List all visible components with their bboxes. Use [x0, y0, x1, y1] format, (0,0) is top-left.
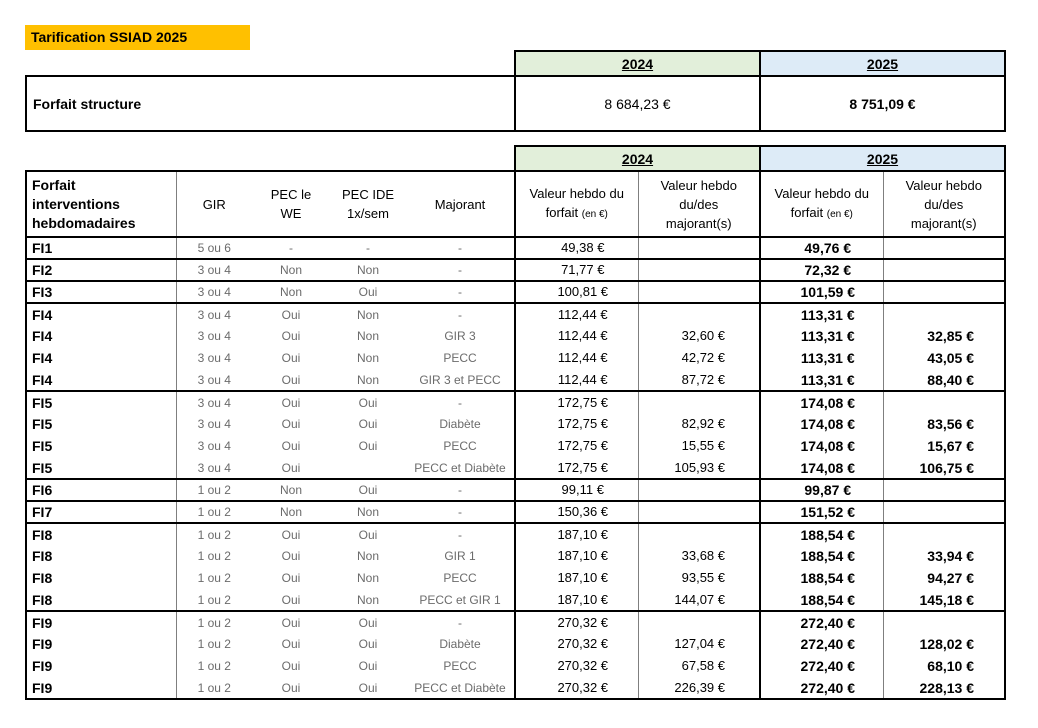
gir-value: 1 ou 2 — [176, 523, 252, 545]
valeur-forfait-2025: 272,40 € — [760, 611, 883, 633]
table-row — [26, 325, 1005, 347]
pec-ide-value: Non — [330, 369, 406, 391]
valeur-majorant-2025 — [883, 281, 1005, 303]
gir-value: 3 ou 4 — [197, 351, 231, 365]
majorant-value: GIR 3 et PECC — [406, 369, 515, 391]
valeur-majorant-2024: 15,55 € — [638, 435, 760, 457]
gir-value: 3 ou 4 — [176, 303, 252, 325]
forfait-structure-2024: 8 684,23 € — [515, 76, 760, 131]
valeur-majorant-2024: 82,92 € — [638, 413, 760, 435]
valeur-majorant-2025: 94,27 € — [883, 567, 1005, 589]
spacer-cell — [26, 51, 515, 76]
valeur-majorant-2025 — [883, 501, 1005, 523]
col-valeur-majorant-2024-header: Valeur hebdo du/des majorant(s) — [638, 171, 760, 237]
majorant-value: PECC et Diabète — [406, 457, 515, 479]
valeur-forfait-2025: 188,54 € — [760, 545, 883, 567]
valeur-forfait-2024: 112,44 € — [515, 325, 638, 347]
pec-we-value: Oui — [252, 677, 330, 699]
gir-value: 1 ou 2 — [176, 611, 252, 633]
table-row — [26, 545, 1005, 567]
pec-we-value: Oui — [252, 589, 330, 611]
forfait-code: FI9 — [26, 655, 176, 677]
valeur-majorant-2024 — [638, 611, 760, 633]
valeur-forfait-2024: 112,44 € — [515, 369, 638, 391]
valeur-forfait-2025: 188,54 € — [760, 523, 883, 545]
gir-value: 3 ou 4 — [176, 259, 252, 281]
pec-ide-value: - — [330, 237, 406, 259]
forfait-code: FI7 — [26, 501, 176, 523]
valeur-forfait-2024: 112,44 € — [515, 347, 638, 369]
table-row — [26, 391, 1005, 413]
valeur-majorant-2025: 68,10 € — [883, 655, 1005, 677]
valeur-majorant-2025 — [883, 391, 1005, 413]
majorant-value: GIR 1 — [406, 545, 515, 567]
valeur-forfait-2025: 113,31 € — [760, 325, 883, 347]
valeur-majorant-2024 — [638, 501, 760, 523]
pec-ide-value: Non — [330, 303, 406, 325]
majorant-value: - — [406, 523, 515, 545]
valeur-majorant-2025 — [883, 479, 1005, 501]
forfait-code: FI5 — [26, 413, 176, 435]
pec-we-value: Oui — [252, 523, 330, 545]
table-row — [26, 479, 1005, 501]
table-row — [26, 237, 1005, 259]
valeur-forfait-2025: 174,08 € — [760, 391, 883, 413]
year-2025-header: 2025 — [760, 51, 1005, 76]
majorant-value: - — [406, 259, 515, 281]
pec-ide-value: Oui — [330, 677, 406, 699]
gir-value: 3 ou 4 — [176, 391, 252, 413]
pec-ide-value: Oui — [330, 523, 406, 545]
pec-ide-value: Oui — [330, 611, 406, 633]
majorant-value: - — [406, 611, 515, 633]
valeur-forfait-2025: 188,54 € — [760, 567, 883, 589]
valeur-majorant-2025: 43,05 € — [883, 347, 1005, 369]
pec-we-value: Oui — [281, 659, 301, 673]
majorant-value: PECC et Diabète — [406, 677, 515, 699]
valeur-forfait-2024: 187,10 € — [515, 523, 638, 545]
table-row — [26, 589, 1005, 611]
valeur-forfait-2024: 172,75 € — [515, 413, 638, 435]
pec-ide-value: Oui — [330, 479, 406, 501]
valeur-forfait-2025: 113,31 € — [760, 303, 883, 325]
valeur-forfait-2024: 187,10 € — [515, 567, 638, 589]
majorant-value: - — [406, 391, 515, 413]
col-valeur-forfait-2025-header: Valeur hebdo du forfait (en €) — [760, 171, 883, 237]
valeur-forfait-2024: 112,44 € — [515, 303, 638, 325]
pec-ide-value: Non — [330, 589, 406, 611]
table-row — [26, 369, 1005, 391]
gir-value: 1 ou 2 — [176, 479, 252, 501]
valeur-forfait-2024: 100,81 € — [515, 281, 638, 303]
gir-value: 1 ou 2 — [197, 659, 231, 673]
pec-we-value: Oui — [252, 611, 330, 633]
pec-we-value: Oui — [281, 329, 301, 343]
valeur-forfait-2024: 172,75 € — [515, 391, 638, 413]
table-row — [26, 281, 1005, 303]
table-row — [26, 523, 1005, 545]
valeur-forfait-2024: 270,32 € — [515, 655, 638, 677]
valeur-majorant-2024: 144,07 € — [638, 589, 760, 611]
valeur-majorant-2024 — [638, 259, 760, 281]
table-row — [26, 677, 1005, 699]
forfait-structure-label: Forfait structure — [26, 76, 515, 131]
majorant-value: PECC — [406, 347, 515, 369]
pec-we-value: Oui — [281, 351, 301, 365]
table-row — [26, 435, 1005, 457]
valeur-majorant-2024: 32,60 € — [638, 325, 760, 347]
gir-value: 3 ou 4 — [176, 457, 252, 479]
majorant-value: PECC et GIR 1 — [406, 589, 515, 611]
table-header-row — [26, 171, 1005, 237]
majorant-value: PECC — [406, 567, 515, 589]
majorant-value: PECC — [406, 435, 515, 457]
pec-we-value: Oui — [252, 457, 330, 479]
valeur-majorant-2025 — [883, 523, 1005, 545]
valeur-forfait-2024: 187,10 € — [515, 545, 638, 567]
forfait-code: FI3 — [26, 281, 176, 303]
pec-ide-value: Oui — [330, 281, 406, 303]
col-pec-ide-header: PEC IDE 1x/sem — [330, 171, 406, 237]
valeur-majorant-2024 — [638, 523, 760, 545]
gir-value: 1 ou 2 — [197, 637, 231, 651]
valeur-forfait-2025: 113,31 € — [760, 347, 883, 369]
forfait-code: FI2 — [26, 259, 176, 281]
forfait-code: FI5 — [26, 457, 176, 479]
valeur-majorant-2024: 33,68 € — [638, 545, 760, 567]
col-valeur-majorant-2025-header: Valeur hebdo du/des majorant(s) — [883, 171, 1005, 237]
valeur-majorant-2025: 15,67 € — [883, 435, 1005, 457]
pec-ide-value: Non — [356, 549, 379, 563]
year-2024-header: 2024 — [515, 51, 760, 76]
gir-value: 5 ou 6 — [176, 237, 252, 259]
valeur-forfait-2025: 272,40 € — [760, 633, 883, 655]
forfait-code: FI8 — [26, 589, 176, 611]
forfait-code: FI4 — [26, 325, 176, 347]
forfait-code: FI4 — [26, 369, 176, 391]
majorant-value: - — [406, 303, 515, 325]
forfait-code: FI4 — [26, 303, 176, 325]
forfait-structure-2025: 8 751,09 € — [760, 76, 1005, 131]
pec-ide-value: Oui — [358, 417, 378, 431]
pec-ide-value: Oui — [358, 659, 378, 673]
majorant-value: - — [406, 479, 515, 501]
valeur-forfait-2025: 49,76 € — [760, 237, 883, 259]
valeur-majorant-2025: 32,85 € — [883, 325, 1005, 347]
valeur-forfait-2025: 151,52 € — [760, 501, 883, 523]
gir-value: 1 ou 2 — [176, 501, 252, 523]
valeur-majorant-2024 — [638, 303, 760, 325]
forfait-code: FI1 — [26, 237, 176, 259]
gir-value: 1 ou 2 — [176, 589, 252, 611]
forfait-code: FI9 — [26, 611, 176, 633]
pec-we-value: Oui — [252, 303, 330, 325]
valeur-forfait-2025: 72,32 € — [760, 259, 883, 281]
pec-we-value: Oui — [281, 571, 301, 585]
valeur-majorant-2025: 33,94 € — [883, 545, 1005, 567]
table-row — [26, 347, 1005, 369]
valeur-forfait-2024: 270,32 € — [515, 677, 638, 699]
gir-value: 3 ou 4 — [197, 439, 231, 453]
pec-we-value: Oui — [252, 369, 330, 391]
gir-value: 1 ou 2 — [197, 571, 231, 585]
pec-ide-value: Non — [330, 259, 406, 281]
pec-we-value: Oui — [281, 439, 301, 453]
page-title: Tarification SSIAD 2025 — [25, 25, 250, 50]
forfait-code: FI9 — [26, 633, 176, 655]
gir-value: 3 ou 4 — [176, 369, 252, 391]
majorant-value: - — [406, 281, 515, 303]
valeur-forfait-2024: 270,32 € — [515, 611, 638, 633]
majorant-value: GIR 3 — [406, 325, 515, 347]
valeur-forfait-2025: 272,40 € — [760, 655, 883, 677]
year-2024-header: 2024 — [515, 146, 760, 171]
valeur-forfait-2024: 150,36 € — [515, 501, 638, 523]
pec-we-value: Non — [252, 501, 330, 523]
valeur-forfait-2025: 99,87 € — [760, 479, 883, 501]
majorant-value: - — [406, 237, 515, 259]
valeur-majorant-2024: 226,39 € — [638, 677, 760, 699]
valeur-majorant-2025 — [883, 611, 1005, 633]
valeur-majorant-2024 — [638, 479, 760, 501]
majorant-value: PECC — [406, 655, 515, 677]
pec-ide-value: Oui — [358, 637, 378, 651]
col-gir-header: GIR — [176, 171, 252, 237]
pec-ide-value: Non — [356, 571, 379, 585]
valeur-majorant-2025: 145,18 € — [883, 589, 1005, 611]
valeur-forfait-2024: 187,10 € — [515, 589, 638, 611]
col-valeur-forfait-2024-header: Valeur hebdo du forfait (en €) — [515, 171, 638, 237]
valeur-majorant-2024: 93,55 € — [638, 567, 760, 589]
col-forfait-header: Forfait interventions hebdomadaires — [26, 171, 176, 237]
valeur-forfait-2024: 270,32 € — [515, 633, 638, 655]
valeur-forfait-2024: 49,38 € — [515, 237, 638, 259]
majorant-value: Diabète — [406, 413, 515, 435]
table-row — [26, 413, 1005, 435]
spacer-cell — [26, 146, 515, 171]
table-row — [26, 655, 1005, 677]
valeur-majorant-2025 — [883, 259, 1005, 281]
pec-we-value: Non — [252, 281, 330, 303]
table-row — [26, 259, 1005, 281]
forfait-code: FI8 — [26, 567, 176, 589]
pec-we-value: Non — [252, 259, 330, 281]
gir-value: 3 ou 4 — [197, 417, 231, 431]
forfait-code: FI5 — [26, 391, 176, 413]
col-pec-we-header: PEC le WE — [252, 171, 330, 237]
valeur-forfait-2025: 174,08 € — [760, 457, 883, 479]
forfait-code: FI8 — [26, 545, 176, 567]
gir-value: 3 ou 4 — [197, 329, 231, 343]
valeur-majorant-2025 — [883, 237, 1005, 259]
table-row — [26, 611, 1005, 633]
valeur-forfait-2025: 174,08 € — [760, 413, 883, 435]
valeur-majorant-2024: 87,72 € — [638, 369, 760, 391]
valeur-majorant-2024: 67,58 € — [638, 655, 760, 677]
valeur-forfait-2025: 188,54 € — [760, 589, 883, 611]
majorant-value: - — [406, 501, 515, 523]
majorant-value: Diabète — [406, 633, 515, 655]
valeur-majorant-2024: 127,04 € — [638, 633, 760, 655]
forfait-code: FI8 — [26, 523, 176, 545]
valeur-majorant-2025: 106,75 € — [883, 457, 1005, 479]
forfait-code: FI6 — [26, 479, 176, 501]
valeur-forfait-2025: 174,08 € — [760, 435, 883, 457]
valeur-forfait-2024: 71,77 € — [515, 259, 638, 281]
gir-value: 3 ou 4 — [176, 281, 252, 303]
pec-we-value: - — [252, 237, 330, 259]
year-2025-header: 2025 — [760, 146, 1005, 171]
pec-we-value: Oui — [281, 417, 301, 431]
valeur-forfait-2025: 113,31 € — [760, 369, 883, 391]
pec-ide-value: Oui — [358, 439, 378, 453]
table-row — [26, 303, 1005, 325]
valeur-forfait-2024: 99,11 € — [515, 479, 638, 501]
pec-we-value: Non — [252, 479, 330, 501]
table-row — [26, 633, 1005, 655]
pec-ide-value: Non — [356, 351, 379, 365]
valeur-majorant-2025: 88,40 € — [883, 369, 1005, 391]
pec-ide-value: Non — [330, 501, 406, 523]
forfait-code: FI4 — [26, 347, 176, 369]
valeur-majorant-2024: 42,72 € — [638, 347, 760, 369]
valeur-majorant-2025: 128,02 € — [883, 633, 1005, 655]
table-row — [26, 567, 1005, 589]
valeur-majorant-2025 — [883, 303, 1005, 325]
gir-value: 1 ou 2 — [176, 677, 252, 699]
valeur-forfait-2025: 101,59 € — [760, 281, 883, 303]
valeur-majorant-2024: 105,93 € — [638, 457, 760, 479]
valeur-majorant-2024 — [638, 237, 760, 259]
pec-we-value: Oui — [252, 391, 330, 413]
pec-ide-value: Oui — [330, 391, 406, 413]
pec-we-value: Oui — [281, 637, 301, 651]
valeur-majorant-2024 — [638, 281, 760, 303]
forfait-code: FI9 — [26, 677, 176, 699]
valeur-forfait-2024: 172,75 € — [515, 457, 638, 479]
pec-ide-value: Non — [356, 329, 379, 343]
table-row — [26, 501, 1005, 523]
valeur-forfait-2024: 172,75 € — [515, 435, 638, 457]
forfait-code: FI5 — [26, 435, 176, 457]
structure-table — [25, 50, 1006, 132]
pec-ide-value — [330, 457, 406, 479]
table-row — [26, 457, 1005, 479]
col-majorant-header: Majorant — [406, 171, 515, 237]
valeur-majorant-2024 — [638, 391, 760, 413]
forfait-table — [25, 145, 1006, 700]
valeur-majorant-2025: 83,56 € — [883, 413, 1005, 435]
gir-value: 1 ou 2 — [197, 549, 231, 563]
valeur-forfait-2025: 272,40 € — [760, 677, 883, 699]
pec-we-value: Oui — [281, 549, 301, 563]
valeur-majorant-2025: 228,13 € — [883, 677, 1005, 699]
